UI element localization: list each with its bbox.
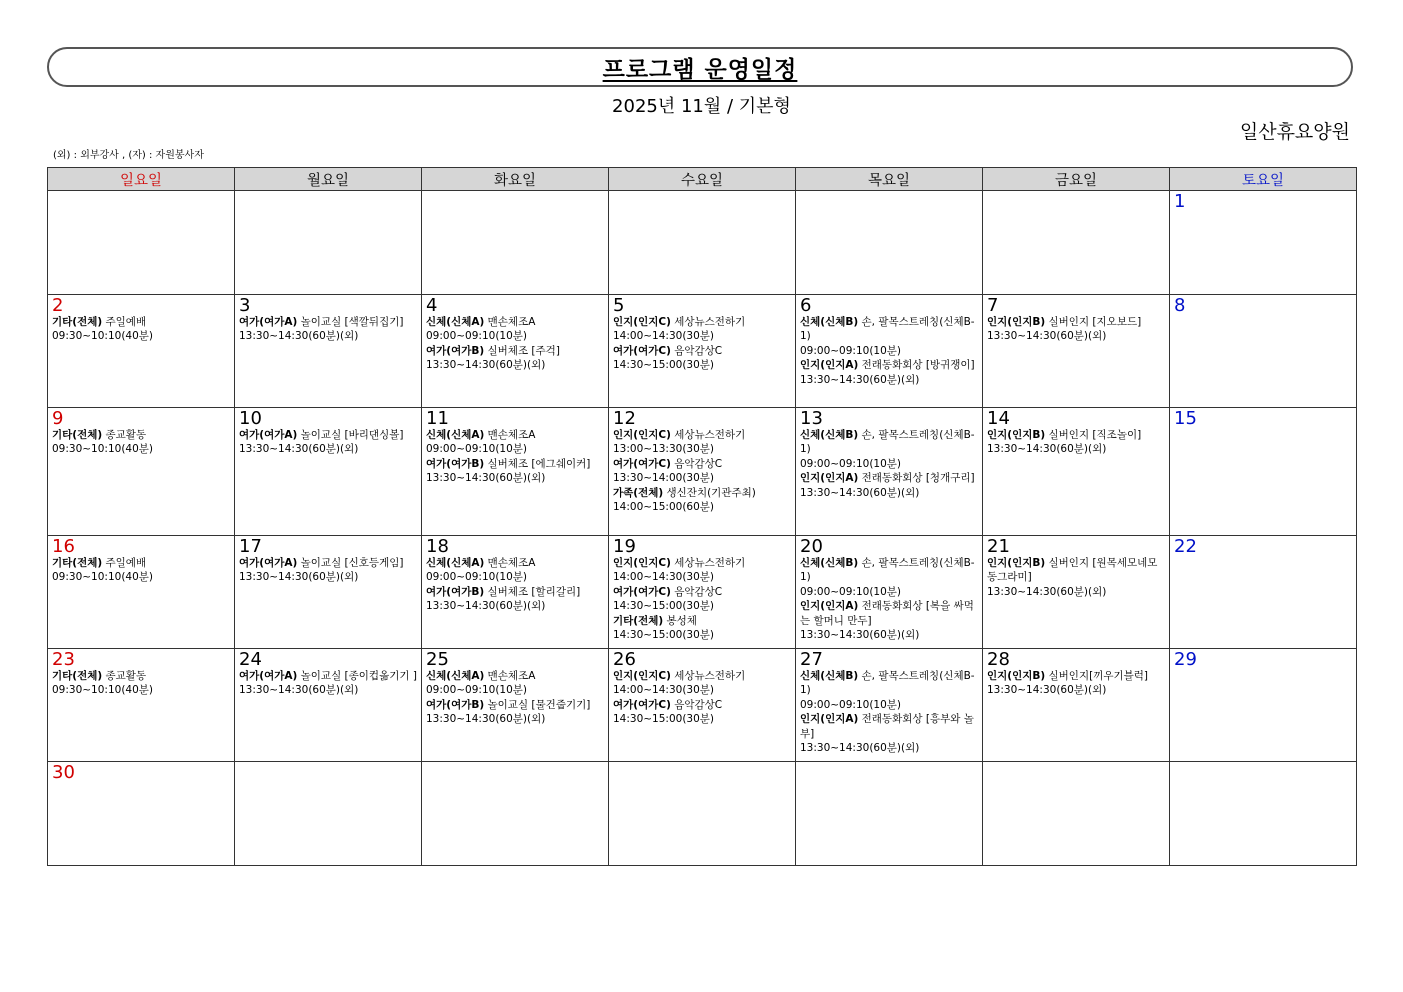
calendar-day-cell (48, 408, 235, 536)
calendar-day-cell (796, 536, 983, 649)
program-entry (52, 669, 231, 683)
program-entry (800, 315, 979, 344)
program-name: 세상뉴스전하기 (670, 316, 746, 328)
program-category: 인지(인지A) (800, 713, 859, 726)
program-name: 실버인지[끼우기블럭] (1045, 670, 1149, 682)
program-time: 14:30~15:00(30분) (613, 713, 715, 726)
program-category: 여가(여가C) (613, 457, 671, 470)
calendar-day-cell (1170, 191, 1357, 295)
calendar-day-cell (48, 649, 235, 762)
program-name: 주일예배 (102, 316, 147, 328)
program-entry (613, 585, 792, 599)
program-entry (800, 599, 979, 628)
program-name: 전래동화회상 [복을 싸먹는 할머니 만두] (800, 600, 974, 627)
program-category: 여가(여가A) (239, 316, 298, 328)
program-name: 음악감상C (670, 344, 723, 357)
program-name: 맨손체조A (484, 429, 536, 441)
program-name: 주일예배 (102, 557, 147, 569)
program-category: 신체(신체A) (426, 316, 485, 328)
program-category: 가족(전체) (613, 486, 664, 499)
weekday-header-wednesday: 수요일 (609, 168, 796, 191)
program-entry (800, 669, 979, 698)
program-name: 실버인지 [지오보드] (1045, 316, 1142, 328)
program-time: 09:30~10:10(40분) (52, 443, 154, 456)
program-time: 13:30~14:30(60분)(외) (239, 330, 359, 343)
program-entry (613, 698, 792, 712)
program-entry (613, 486, 792, 500)
program-name: 종교활동 (102, 670, 147, 682)
program-time: 09:00~09:10(10분) (426, 330, 528, 343)
program-time: 13:30~14:30(60분)(외) (239, 684, 359, 697)
program-category: 여가(여가A) (239, 670, 298, 682)
calendar-day-cell (796, 762, 983, 866)
program-category: 여가(여가B) (426, 585, 485, 598)
program-category: 여가(여가A) (239, 429, 298, 441)
weekday-header-row (48, 168, 1357, 191)
program-name: 놀이교실 [종이컵옮기기 ] (297, 670, 417, 682)
program-category: 여가(여가C) (613, 344, 671, 357)
calendar-day-cell (609, 536, 796, 649)
program-category: 여가(여가C) (613, 698, 671, 711)
program-time: 13:30~14:30(60분)(외) (800, 486, 920, 499)
calendar-day-cell (235, 649, 422, 762)
program-entry (613, 556, 792, 570)
program-entry (52, 556, 231, 570)
facility-name: 일산휴요양원 (1239, 121, 1350, 143)
day-number: 29 (1174, 649, 1197, 670)
program-entry (987, 428, 1166, 442)
program-entry (52, 315, 231, 329)
calendar-day-cell (235, 408, 422, 536)
program-name: 음악감상C (670, 698, 723, 711)
program-entry (800, 556, 979, 585)
weekday-header-friday: 금요일 (983, 168, 1170, 191)
calendar-day-cell (48, 295, 235, 408)
calendar-day-cell (422, 295, 609, 408)
day-number: 30 (52, 762, 75, 783)
calendar-day-cell (1170, 536, 1357, 649)
title-box (47, 47, 1353, 87)
program-time: 13:30~14:30(60분)(외) (239, 571, 359, 584)
calendar-day-cell (609, 408, 796, 536)
program-name: 전래동화회상 [흥부와 놀부] (800, 713, 974, 740)
calendar-week-row (48, 762, 1357, 866)
program-time: 09:00~09:10(10분) (426, 443, 528, 456)
program-entry (800, 358, 979, 372)
calendar-day-cell (235, 762, 422, 866)
program-category: 인지(인지B) (987, 557, 1046, 569)
calendar-day-cell (235, 536, 422, 649)
program-time: 13:30~14:30(60분)(외) (987, 443, 1107, 456)
calendar-day-cell (1170, 762, 1357, 866)
calendar-day-cell (422, 649, 609, 762)
day-number: 23 (52, 649, 75, 670)
program-category: 인지(인지A) (800, 472, 859, 485)
program-category: 인지(인지B) (987, 316, 1046, 328)
program-time: 13:30~14:30(60분)(외) (426, 713, 546, 726)
program-name: 실버인지 [원목세모네모동그라미] (987, 557, 1158, 584)
day-number: 15 (1174, 408, 1197, 429)
day-number: 10 (239, 408, 262, 429)
day-number: 9 (52, 408, 64, 429)
program-entry (426, 457, 605, 471)
program-name: 세상뉴스전하기 (670, 429, 746, 441)
program-entry (613, 428, 792, 442)
program-entry (613, 344, 792, 358)
program-name: 맨손체조A (484, 557, 536, 569)
program-entry (426, 669, 605, 683)
program-time: 13:30~14:30(60분)(외) (800, 742, 920, 755)
program-category: 여가(여가A) (239, 557, 298, 569)
program-time: 13:30~14:30(60분)(외) (426, 600, 546, 613)
calendar-day-cell (1170, 295, 1357, 408)
day-number: 6 (800, 295, 812, 316)
program-name: 종교활동 (102, 429, 147, 441)
day-number: 19 (613, 536, 636, 557)
program-category: 인지(인지B) (987, 429, 1046, 441)
program-time: 14:00~14:30(30분) (613, 330, 715, 343)
calendar-day-cell (796, 295, 983, 408)
day-number: 7 (987, 295, 999, 316)
program-time: 14:00~14:30(30분) (613, 571, 715, 584)
program-entry (52, 428, 231, 442)
program-category: 여가(여가B) (426, 344, 485, 357)
program-name: 실버체조 [주걱] (484, 344, 560, 357)
program-time: 09:00~09:10(10분) (800, 585, 902, 598)
weekday-header-thursday: 목요일 (796, 168, 983, 191)
program-time: 13:00~13:30(30분) (613, 443, 715, 456)
day-number: 14 (987, 408, 1010, 429)
program-category: 인지(인지C) (613, 316, 671, 328)
day-number: 3 (239, 295, 251, 316)
program-name: 손, 팔목스트레칭(신체B-1) (800, 429, 975, 456)
calendar-day-cell (422, 191, 609, 295)
day-number: 5 (613, 295, 625, 316)
calendar-day-cell (609, 649, 796, 762)
program-time: 09:00~09:10(10분) (800, 698, 902, 711)
program-name: 봉성체 (663, 614, 697, 627)
page-title: 프로그램 운영일정 (602, 56, 798, 83)
weekday-header-saturday: 토요일 (1170, 168, 1357, 191)
program-category: 기타(전체) (52, 557, 103, 569)
calendar-day-cell (796, 408, 983, 536)
day-number: 4 (426, 295, 438, 316)
program-time: 09:30~10:10(40분) (52, 684, 154, 697)
program-entry (613, 614, 792, 628)
program-entry (239, 556, 418, 570)
program-category: 인지(인지A) (800, 600, 859, 613)
weekday-header-monday: 월요일 (235, 168, 422, 191)
day-number: 1 (1174, 191, 1186, 212)
program-time: 14:30~15:00(30분) (613, 359, 715, 372)
day-number: 12 (613, 408, 636, 429)
day-number: 2 (52, 295, 64, 316)
program-name: 음악감상C (670, 457, 723, 470)
day-number: 26 (613, 649, 636, 670)
program-name: 손, 팔목스트레칭(신체B-1) (800, 316, 975, 343)
program-name: 놀이교실 [물건줍기기] (484, 698, 591, 711)
program-category: 신체(신체B) (800, 429, 859, 441)
calendar-day-cell (609, 762, 796, 866)
program-time: 13:30~14:30(60분)(외) (987, 585, 1107, 598)
program-category: 신체(신체A) (426, 670, 485, 682)
program-entry (239, 315, 418, 329)
calendar-table (47, 167, 1357, 866)
weekday-header-sunday: 일요일 (48, 168, 235, 191)
program-category: 인지(인지A) (800, 359, 859, 372)
program-name: 음악감상C (670, 585, 723, 598)
program-entry (613, 457, 792, 471)
day-number: 27 (800, 649, 823, 670)
day-number: 25 (426, 649, 449, 670)
program-name: 세상뉴스전하기 (670, 557, 746, 569)
program-category: 신체(신체B) (800, 670, 859, 682)
day-number: 16 (52, 536, 75, 557)
day-number: 20 (800, 536, 823, 557)
program-category: 인지(인지C) (613, 557, 671, 569)
calendar-day-cell (422, 536, 609, 649)
page-subtitle: 2025년 11월 / 기본형 (612, 96, 791, 117)
program-name: 생신잔치(기관주최) (663, 486, 756, 499)
calendar-day-cell (48, 762, 235, 866)
program-category: 기타(전체) (613, 614, 664, 627)
program-category: 인지(인지B) (987, 670, 1046, 682)
program-time: 09:30~10:10(40분) (52, 571, 154, 584)
calendar-day-cell (983, 536, 1170, 649)
program-time: 13:30~14:30(60분)(외) (987, 330, 1107, 343)
weekday-header-tuesday: 화요일 (422, 168, 609, 191)
program-name: 손, 팔목스트레칭(신체B-1) (800, 670, 975, 697)
program-category: 기타(전체) (52, 429, 103, 441)
calendar-day-cell (609, 295, 796, 408)
program-name: 실버인지 [직조놀이] (1045, 429, 1142, 441)
calendar-week-row (48, 191, 1357, 295)
program-time: 13:30~14:30(60분)(외) (239, 443, 359, 456)
calendar-week-row (48, 295, 1357, 408)
calendar-week-row (48, 408, 1357, 536)
program-time: 09:30~10:10(40분) (52, 330, 154, 343)
calendar-day-cell (1170, 649, 1357, 762)
program-name: 전래동화회상 [청개구리] (858, 472, 975, 485)
program-entry (426, 428, 605, 442)
program-name: 놀이교실 [신호등게임] (297, 557, 404, 569)
program-name: 놀이교실 [색깔뒤집기] (297, 316, 404, 328)
calendar-body (48, 191, 1357, 866)
calendar-day-cell (983, 295, 1170, 408)
program-time: 14:00~14:30(30분) (613, 684, 715, 697)
program-name: 세상뉴스전하기 (670, 670, 746, 682)
day-number: 13 (800, 408, 823, 429)
program-category: 신체(신체A) (426, 557, 485, 569)
calendar-day-cell (1170, 408, 1357, 536)
calendar-day-cell (235, 191, 422, 295)
legend-note: (외) : 외부강사 , (자) : 자원봉사자 (53, 150, 204, 161)
program-name: 실버체조 [에그쉐이커] (484, 457, 591, 470)
program-category: 기타(전체) (52, 316, 103, 328)
program-time: 09:00~09:10(10분) (426, 684, 528, 697)
calendar-day-cell (48, 191, 235, 295)
day-number: 8 (1174, 295, 1186, 316)
program-entry (613, 315, 792, 329)
calendar-day-cell (983, 762, 1170, 866)
calendar-day-cell (48, 536, 235, 649)
calendar-week-row (48, 649, 1357, 762)
program-entry (426, 585, 605, 599)
program-time: 13:30~14:30(60분)(외) (987, 684, 1107, 697)
day-number: 21 (987, 536, 1010, 557)
program-category: 신체(신체B) (800, 316, 859, 328)
program-name: 실버체조 [할리갈리] (484, 585, 581, 598)
program-entry (800, 471, 979, 485)
program-category: 인지(인지C) (613, 670, 671, 682)
program-name: 맨손체조A (484, 316, 536, 328)
program-entry (426, 344, 605, 358)
program-entry (426, 315, 605, 329)
program-time: 14:30~15:00(30분) (613, 629, 715, 642)
program-name: 맨손체조A (484, 670, 536, 682)
program-category: 인지(인지C) (613, 429, 671, 441)
program-category: 여가(여가B) (426, 457, 485, 470)
calendar-week-row (48, 536, 1357, 649)
program-name: 전래동화회상 [방귀쟁이] (858, 359, 975, 372)
program-entry (426, 556, 605, 570)
calendar-day-cell (235, 295, 422, 408)
program-entry (800, 712, 979, 741)
program-entry (800, 428, 979, 457)
program-entry (426, 698, 605, 712)
program-time: 13:30~14:00(30분) (613, 472, 715, 485)
program-entry (987, 669, 1166, 683)
program-time: 14:30~15:00(30분) (613, 600, 715, 613)
program-category: 기타(전체) (52, 670, 103, 682)
program-time: 13:30~14:30(60분)(외) (800, 373, 920, 386)
day-number: 17 (239, 536, 262, 557)
calendar-day-cell (609, 191, 796, 295)
program-time: 13:30~14:30(60분)(외) (426, 472, 546, 485)
calendar-day-cell (422, 762, 609, 866)
day-number: 18 (426, 536, 449, 557)
program-time: 13:30~14:30(60분)(외) (800, 629, 920, 642)
program-category: 신체(신체B) (800, 557, 859, 569)
program-time: 09:00~09:10(10분) (800, 457, 902, 470)
day-number: 24 (239, 649, 262, 670)
program-time: 14:00~15:00(60분) (613, 501, 715, 514)
program-category: 여가(여가B) (426, 698, 485, 711)
program-time: 09:00~09:10(10분) (426, 571, 528, 584)
program-name: 놀이교실 [바리댄싱볼] (297, 429, 404, 441)
calendar-day-cell (796, 649, 983, 762)
calendar-day-cell (796, 191, 983, 295)
day-number: 11 (426, 408, 449, 429)
calendar-day-cell (983, 649, 1170, 762)
calendar-day-cell (983, 191, 1170, 295)
program-time: 13:30~14:30(60분)(외) (426, 359, 546, 372)
program-time: 09:00~09:10(10분) (800, 344, 902, 357)
program-category: 신체(신체A) (426, 429, 485, 441)
program-entry (987, 315, 1166, 329)
program-entry (239, 428, 418, 442)
day-number: 28 (987, 649, 1010, 670)
program-entry (613, 669, 792, 683)
program-name: 손, 팔목스트레칭(신체B-1) (800, 557, 975, 584)
calendar-day-cell (422, 408, 609, 536)
program-category: 여가(여가C) (613, 585, 671, 598)
program-entry (239, 669, 418, 683)
program-entry (987, 556, 1166, 585)
day-number: 22 (1174, 536, 1197, 557)
calendar-day-cell (983, 408, 1170, 536)
